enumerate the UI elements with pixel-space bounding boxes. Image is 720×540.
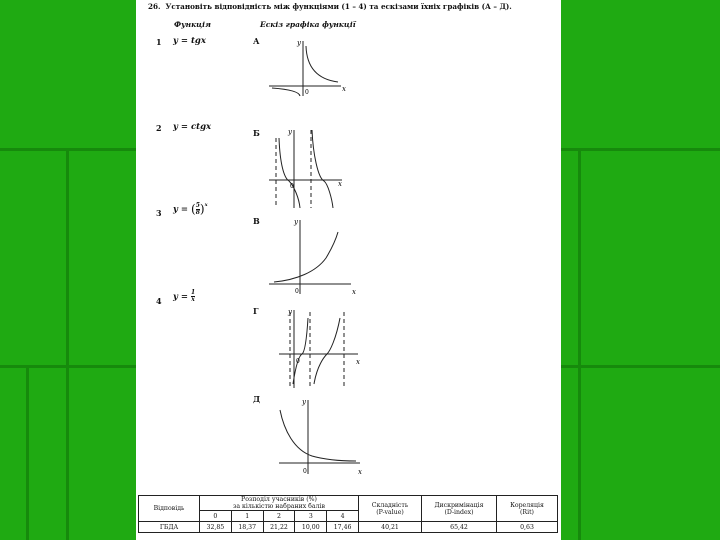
function-3-denominator: 8 [195,208,200,216]
function-number-1: 1 [156,37,162,47]
graph-a-y-label: y [297,39,301,47]
task-text: Установіть відповідність між функціями (1 – 4) та ескізами їхніх графіків (А – Д). [165,2,512,11]
statistics-table [138,495,558,533]
graph-letter-g: Г [253,306,259,316]
graph-g-branch-1 [293,318,308,384]
functions-column-header: Функція [174,20,211,29]
graph-b-branch-1 [279,138,300,208]
table-header-row [139,496,558,511]
function-number-3: 3 [156,208,162,218]
graph-v [266,214,361,300]
dist-value-1: 18,37 [231,522,263,533]
correlation-header-line-2: (Rit) [520,508,534,516]
function-number-2: 2 [156,123,162,133]
discrimination-header-line-2: (D-index) [444,508,474,516]
graph-letter-v: В [253,216,260,226]
discrimination-header [422,496,497,522]
discrimination-header-line-1: Дискримінація [434,501,484,509]
graph-letter-d: Д [253,394,261,404]
correlation-header [497,496,558,522]
function-4-numerator: 1 [191,289,196,296]
graph-d-x-label: x [358,468,362,476]
graph-a [266,36,351,98]
answer-value: ГБДА [139,522,200,533]
score-column-1: 1 [231,511,263,522]
table-row [139,522,558,533]
distribution-header [200,496,359,511]
function-3-numerator: 5 [195,201,200,209]
correlation-header-line-1: Кореляція [510,501,544,509]
function-4-fraction [191,290,195,303]
bg-stripe-4 [26,365,29,540]
graph-d-curve [280,410,356,461]
graph-v-curve [274,232,338,282]
difficulty-value: 40,21 [359,522,422,533]
difficulty-header-line-2: (P-value) [376,508,404,516]
graph-d [276,394,366,484]
difficulty-header [359,496,422,522]
document-page [136,0,561,540]
function-3-prefix: y = [173,204,189,215]
graph-b-branch-2 [312,130,333,208]
graph-letter-a: А [253,36,260,46]
graph-g-x-label: x [356,358,360,366]
function-4-denominator: x [191,296,195,303]
bg-stripe-5 [578,148,581,540]
graphs-column-header: Ескіз графіка функції [260,20,356,29]
graph-v-x-label: x [352,288,356,296]
score-column-3: 3 [295,511,327,522]
score-column-0: 0 [200,511,232,522]
function-4-prefix: y = [173,292,189,302]
graph-a-branch-right [306,46,338,82]
bg-stripe-2 [66,148,69,540]
graph-letter-b: Б [253,128,260,138]
function-1: y = tgx [173,36,206,46]
graph-a-x-label: x [342,85,346,93]
distribution-header-line-1: Розподіл учасників (%) [241,496,317,503]
task-title [148,2,512,11]
correlation-value: 0,63 [497,522,558,533]
score-column-2: 2 [263,511,295,522]
graph-b-y-label: y [288,128,292,136]
score-column-4: 4 [327,511,359,522]
function-3: $y = (\frac{5}{8}$ )$^x$ [173,201,208,216]
graph-g-branch-2 [314,318,340,384]
function-2: y = ctgx [173,122,212,132]
graph-v-origin: 0 [295,288,299,295]
function-3-exponent: x [204,202,208,208]
graph-g-y-label: y [288,308,292,316]
task-number: 26. [148,2,161,11]
graph-g-origin: 0 [296,358,300,365]
graph-a-origin: 0 [305,89,309,96]
dist-value-2: 21,22 [263,522,295,533]
graph-b-origin: 0 [290,183,294,190]
dist-value-3: 10,00 [295,522,327,533]
function-number-4: 4 [156,296,162,306]
dist-value-4: 17,46 [327,522,359,533]
graph-v-y-label: y [294,218,298,226]
answer-header: Відповідь [139,496,200,522]
graph-a-branch-left [272,88,300,96]
distribution-header-line-2: за кількістю набраних балів [233,503,325,510]
graph-d-y-label: y [302,398,306,406]
graph-b [266,124,351,210]
difficulty-header-line-1: Складність [371,501,409,509]
discrimination-value: 65,42 [422,522,497,533]
function-4 [173,290,195,303]
graph-g [276,304,366,388]
graph-d-origin: 0 [303,468,307,475]
graph-b-x-label: x [338,180,342,188]
dist-value-0: 32,85 [200,522,232,533]
